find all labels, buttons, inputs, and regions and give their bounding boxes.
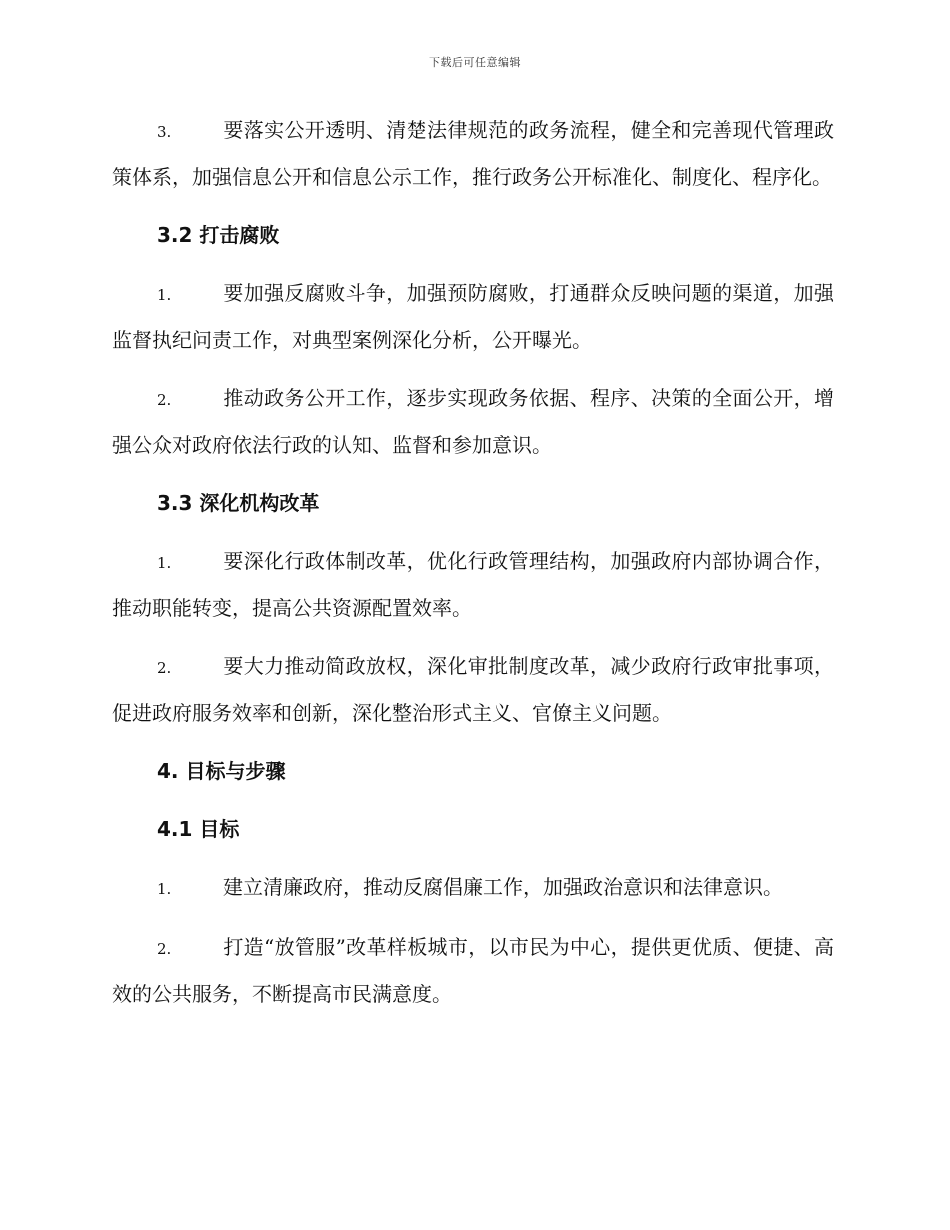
section-heading-3-2: 3.2 打击腐败: [157, 223, 280, 247]
paragraph-text: 要落实公开透明、清楚法律规范的政务流程，健全和完善现代管理政策体系，加强信息公开和信息公示工作，推行政务公开标准化、制度化、程序化。: [112, 118, 834, 189]
section-heading-4-1: 4.1 目标: [157, 817, 240, 841]
document-body: [112, 108, 834, 1030]
section-heading-3-3: 3.3 深化机构改革: [157, 491, 320, 515]
paragraph-4-1-2: [112, 925, 834, 1017]
section-heading-4: 4. 目标与步骤: [157, 759, 286, 783]
list-number: 2.: [157, 940, 172, 958]
paragraph-3-2-1: [112, 271, 834, 363]
list-number: 2.: [157, 391, 172, 409]
page-header: 下载后可任意编辑: [429, 56, 521, 69]
paragraph-text: 打造“放管服”改革样板城市，以市民为中心，提供更优质、便捷、高效的公共服务，不断提高市民满意度。: [112, 935, 834, 1006]
paragraph-3-3-1: [112, 539, 834, 631]
paragraph-4-1-1: [112, 865, 834, 912]
paragraph-3-2-2: [112, 376, 834, 468]
list-number: 1.: [157, 880, 172, 898]
list-number: 3.: [157, 123, 172, 141]
list-number: 2.: [157, 659, 172, 677]
paragraph-text: 要深化行政体制改革，优化行政管理结构，加强政府内部协调合作，推动职能转变，提高公共资源配置效率。: [112, 549, 834, 620]
list-number: 1.: [157, 554, 172, 572]
paragraph-text: 要大力推动简政放权，深化审批制度改革，减少政府行政审批事项，促进政府服务效率和创新，深化整治形式主义、官僚主义问题。: [112, 654, 834, 725]
paragraph-text: 建立清廉政府，推动反腐倡廉工作，加强政治意识和法律意识。: [223, 875, 783, 899]
paragraph-text: 推动政务公开工作，逐步实现政务依据、程序、决策的全面公开，增强公众对政府依法行政的认知、监督和参加意识。: [112, 386, 834, 457]
paragraph-3: [112, 108, 834, 200]
paragraph-text: 要加强反腐败斗争，加强预防腐败，打通群众反映问题的渠道，加强监督执纪问责工作，对典型案例深化分析，公开曝光。: [112, 281, 834, 352]
list-number: 1.: [157, 286, 172, 304]
paragraph-3-3-2: [112, 644, 834, 736]
